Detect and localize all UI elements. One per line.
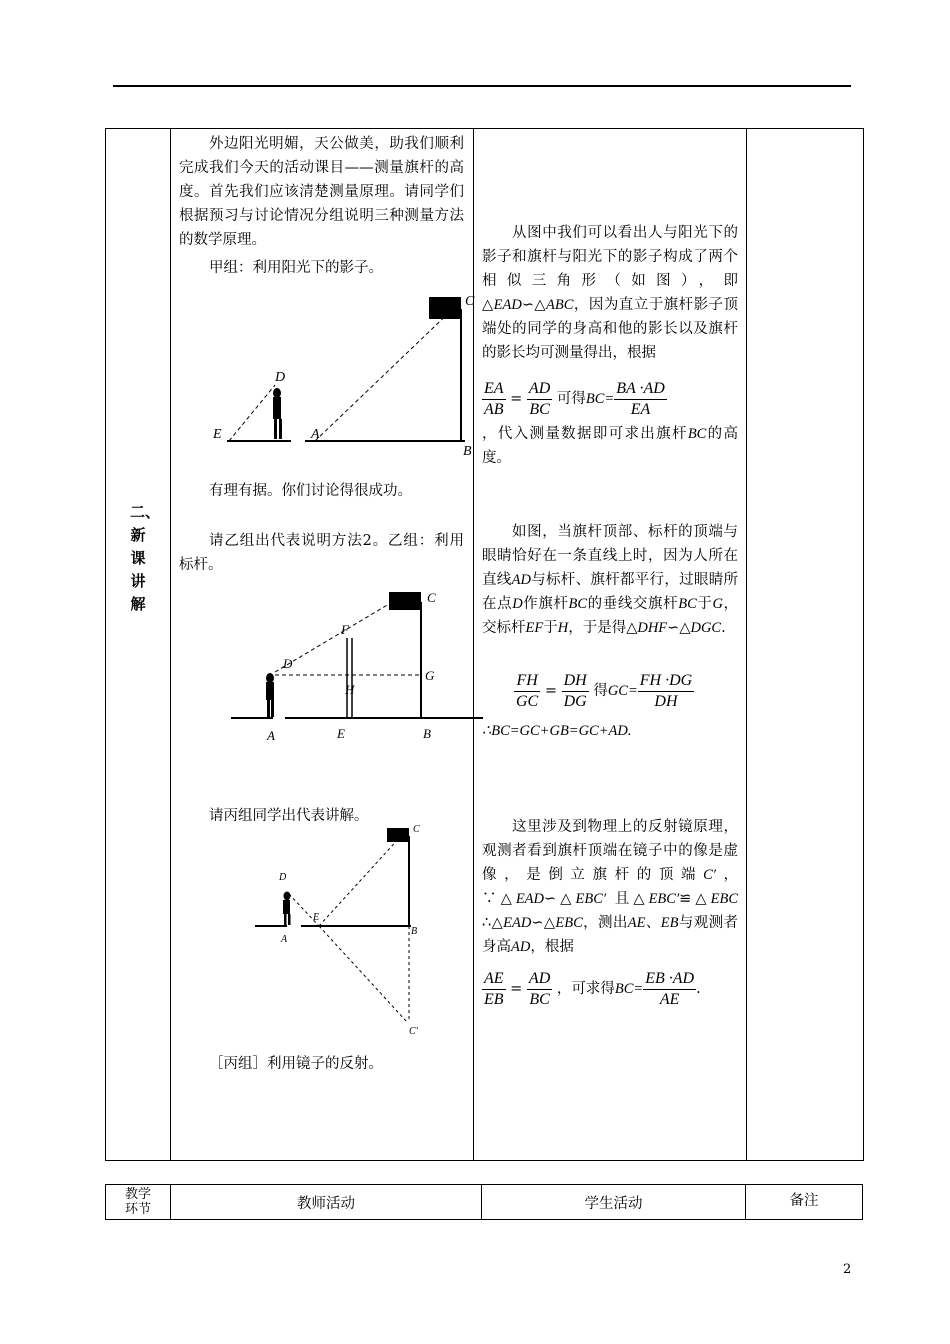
label-C: C [413,824,420,835]
student-formula-mirror: $\frac{AE}{EB}$ = $\frac{AD}{BC}$ ，可求得BC= $\frac{EB \cdot AD}{AE}$ . [484,969,701,1008]
person-icon [283,892,291,926]
header-rule [113,85,851,87]
footer-stage: 教学环节 [106,1185,171,1220]
student-para-marker: 如图，当旗杆顶部、标杆的顶端与眼睛恰好在一条直线上时，因为人所在直线AD与标杆、旗杆都平行，过眼睛所在点D作旗杆BC的垂线交旗杆BC于G，交标杆EF于H，于是得△DHF∽△DGC. [482,524,739,636]
label-C-prime: C′ [409,1026,418,1037]
label-E: E [313,912,320,923]
footer-student: 学生活动 [482,1185,746,1220]
student-para-shadow-end: ，代入测量数据即可求出旗杆BC的高度。 [482,426,739,466]
stage-cell [106,129,171,1161]
label-C: C [465,294,475,309]
stage-label: 二、新课讲解 [130,503,161,613]
shadow-diagram [207,289,473,459]
ground-gap [291,438,305,443]
label-A: A [281,934,288,945]
mirror-to-top [319,836,401,926]
student-para-mirror: 这里涉及到物理上的反射镜原理，观测者看到旗杆顶端在镜子中的像是虚像，是倒立旗杆的顶端C′，∵△EAD∽△EBC′ 且△EBC′≌△EBC ∴△EAD∽△EBC，测出AE、EB与观测者身高AD，根据 [482,819,739,955]
person-icon [273,388,282,439]
label-B: B [423,726,431,741]
lesson-table [105,128,864,1161]
sun-ray-person [229,385,275,441]
fraction-AD-BC: $\frac{AD}{BC}$ [528,379,551,418]
student-activity-cell [474,129,747,1161]
label-A: A [267,728,275,743]
footer-teacher: 教师活动 [171,1185,482,1220]
fraction-AD-BC-2: $\frac{AD}{BC}$ [528,969,551,1008]
flag-icon [389,592,421,610]
note-cell [747,129,864,1161]
label-F: F [341,622,349,637]
student-formula-shadow: $\frac{EA}{AB}$ = $\frac{AD}{BC}$ 可得BC= $\frac{BA \cdot AD}{EA}$ [484,379,665,418]
fraction-BC-result: $\frac{BA \cdot AD}{EA}$ [616,379,665,418]
student-conclusion-marker: ∴BC=GC+GB=GC+AD. [482,723,632,739]
student-para-shadow: 从图中我们可以看出人与阳光下的影子和旗杆与阳光下的影子构成了两个相似三角形（如图），即△EAD∽△ABC，因为直立于旗杆影子顶端处的同学的身高和他的影长以及旗杆的影长均可测量得出，根据 [482,225,739,361]
mirror-to-image [319,926,407,1022]
fraction-GC-result: $\frac{FH \cdot DG}{DH}$ [639,671,693,710]
fraction-FH-GC: $\frac{FH}{GC}$ [516,671,539,710]
ground-gap [273,715,285,720]
fraction-AE-EB: $\frac{AE}{EB}$ [484,969,504,1008]
teacher-intro: 外边阳光明媚，天公做美，助我们顺利完成我们今天的活动课目——测量旗杆的高度。首先我们应该清楚测量原理。请同学们根据预习与讨论情况分组说明三种测量方法的数学原理。 [179,136,464,248]
label-C: C [427,590,436,605]
flag-icon [429,297,461,319]
label-E: E [213,427,222,442]
label-D: D [275,370,286,385]
label-D: D [283,656,293,671]
person-icon [266,673,274,717]
label-D: D [279,872,287,883]
fraction-BC-mirror: $\frac{EB \cdot AD}{AE}$ [645,969,695,1008]
mirror-diagram [251,822,461,1037]
label-A: A [311,427,320,442]
footer-note: 备注 [746,1185,863,1220]
label-G: G [425,668,435,683]
marker-pole-diagram [227,576,467,748]
label-H: H [345,682,355,697]
fraction-EA-AB: $\frac{EA}{AB}$ [484,379,504,418]
label-B: B [463,444,472,459]
page-number: 2 [843,1262,852,1277]
praise-text: 有理有据。你们讨论得很成功。 [209,483,412,499]
sun-ray-pole [315,305,457,441]
fraction-DH-DG: $\frac{DH}{DG}$ [563,671,587,710]
group-b-text: 请乙组出代表说明方法2。乙组：利用标杆。 [179,533,464,573]
footer-header-table [105,1184,863,1220]
group-c-call: 请丙组同学出代表讲解。 [209,808,369,824]
sight-line [275,598,399,672]
student-formula-marker: $\frac{FH}{GC}$ = $\frac{DH}{DG}$ 得GC= $\frac{FH \cdot DG}{DH}$ [516,671,693,710]
group-c-label: ［丙组］利用镜子的反射。 [209,1056,383,1072]
teacher-activity-cell [171,129,474,1161]
group-a-label: 甲组：利用阳光下的影子。 [209,260,383,276]
label-B: B [411,926,418,937]
label-E: E [337,726,345,741]
